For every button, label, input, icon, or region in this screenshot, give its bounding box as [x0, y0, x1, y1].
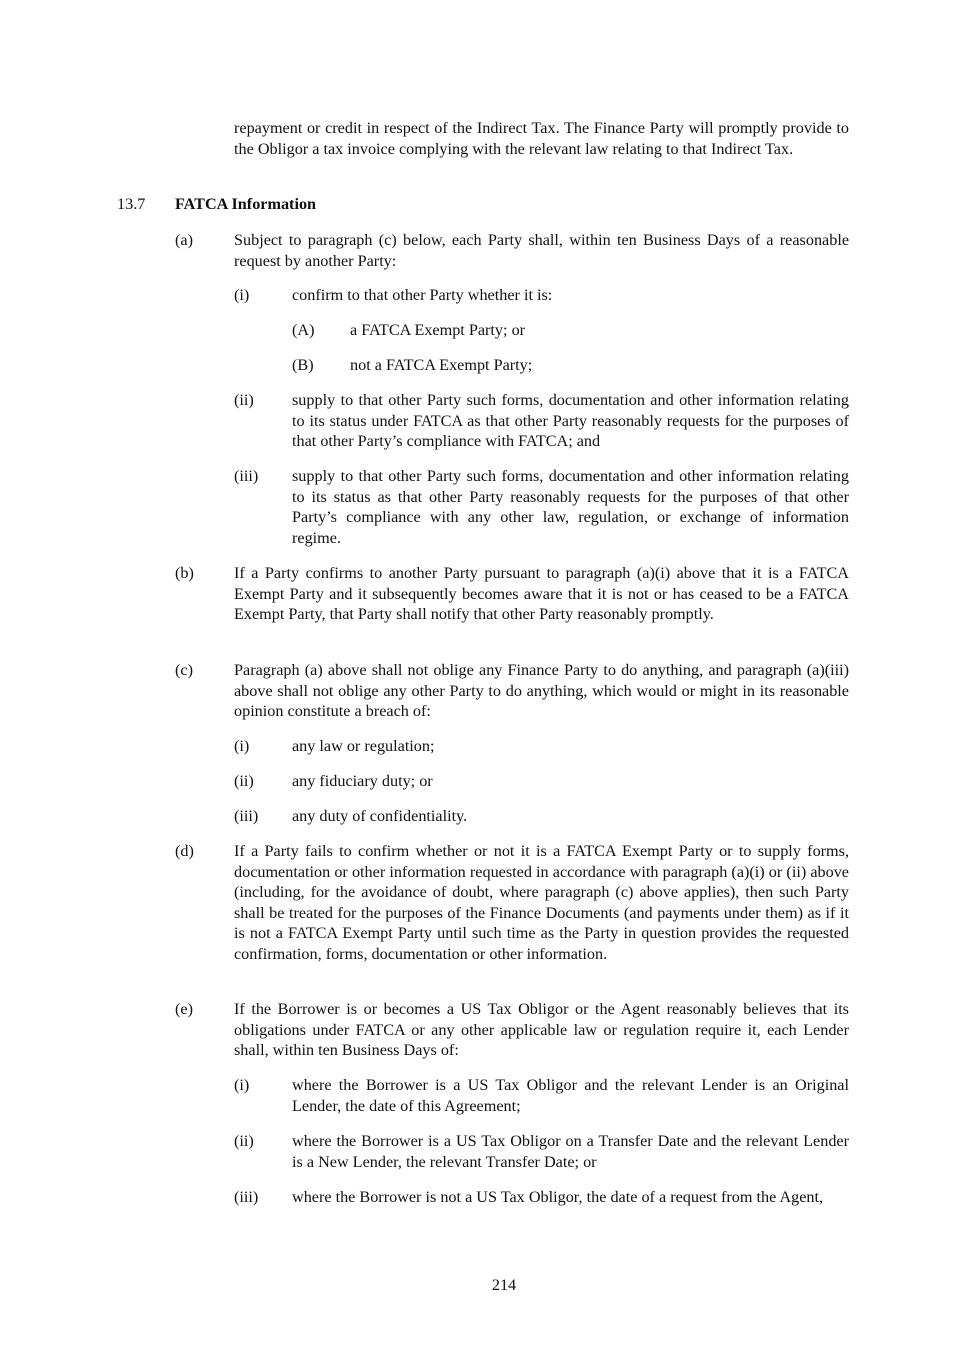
clause-d-text: If a Party fails to confirm whether or not it is a FATCA Exempt Party or to supply forms, documentation or other information requested in accordance with paragraph (a)(i) or (ii) above (including, for the avoidance of doubt, where paragraph (c) above applies), then such Party shall be treated for the purposes of the Finance Documents (and payments under them) as if it is not a FATCA Exempt Party until such time as the Party in question provides the requested confirmation, forms, documentation or other information.	[234, 842, 849, 963]
clause-c-ii-text: any fiduciary duty; or	[292, 772, 433, 790]
clause-e-i-label: (i)	[234, 1076, 250, 1094]
clause-c-text: Paragraph (a) above shall not oblige any Finance Party to do anything, and paragraph (a)(iii) above shall not oblige any other Party to do anything, which would or might in its reasonable opinion constitute a breach of:	[234, 661, 849, 721]
clause-a-ii-label: (ii)	[234, 391, 254, 409]
clause-a-i-B-text: not a FATCA Exempt Party;	[350, 356, 533, 374]
clause-a-ii-text: supply to that other Party such forms, documentation and other information relating to its status under FATCA as that other Party reasonably requests for the purposes of that other Party’s compliance with FATCA; and	[292, 391, 849, 451]
clause-a-i-B-label: (B)	[292, 356, 314, 374]
clause-e-text: If the Borrower is or becomes a US Tax Obligor or the Agent reasonably believes that its obligations under FATCA or any other applicable law or regulation require it, each Lender shall, within ten Business Days of:	[234, 1000, 849, 1060]
clause-b-label: (b)	[175, 564, 194, 582]
clause-a-i-label: (i)	[234, 286, 250, 304]
section-title: FATCA Information	[175, 195, 317, 213]
clause-d-label: (d)	[175, 842, 194, 860]
clause-e-label: (e)	[175, 1000, 193, 1018]
clause-a-text: Subject to paragraph (c) below, each Party shall, within ten Business Days of a reasonable request by another Party:	[234, 231, 849, 270]
page-number: 214	[491, 1276, 517, 1294]
clause-c-label: (c)	[175, 661, 193, 679]
clause-a-label: (a)	[175, 231, 193, 249]
clause-a-iii-text: supply to that other Party such forms, documentation and other information relating to its status as that other Party reasonably requests for the purposes of that other Party’s compliance with any other law, regulation, or exchange of information regime.	[292, 467, 849, 547]
clause-a-i-text: confirm to that other Party whether it is:	[292, 286, 553, 304]
clause-e-ii-text: where the Borrower is a US Tax Obligor on a Transfer Date and the relevant Lender is a New Lender, the relevant Transfer Date; or	[292, 1132, 849, 1171]
clause-e-i-text: where the Borrower is a US Tax Obligor and the relevant Lender is an Original Lender, the date of this Agreement;	[292, 1076, 849, 1115]
clause-c-iii-text: any duty of confidentiality.	[292, 807, 468, 825]
clause-c-iii-label: (iii)	[234, 807, 259, 825]
clause-c-i-text: any law or regulation;	[292, 737, 435, 755]
clause-a-iii-label: (iii)	[234, 467, 259, 485]
clause-c-ii-label: (ii)	[234, 772, 254, 790]
clause-e-iii-label: (iii)	[234, 1188, 259, 1206]
section-number: 13.7	[117, 195, 146, 213]
clause-a-i-A-text: a FATCA Exempt Party; or	[350, 321, 526, 339]
clause-b-text: If a Party confirms to another Party pursuant to paragraph (a)(i) above that it is a FATCA Exempt Party and it subsequently becomes aware that it is not or has ceased to be a FATCA Exempt Party, that Party shall notify that other Party reasonably promptly.	[234, 564, 849, 624]
clause-e-iii-text: where the Borrower is not a US Tax Obligor, the date of a request from the Agent,	[292, 1188, 824, 1206]
intro-paragraph: repayment or credit in respect of the Indirect Tax. The Finance Party will promptly provide to the Obligor a tax invoice complying with the relevant law relating to that Indirect Tax.	[234, 119, 849, 158]
clause-a-i-A-label: (A)	[292, 321, 315, 339]
clause-e-ii-label: (ii)	[234, 1132, 254, 1150]
clause-c-i-label: (i)	[234, 737, 250, 755]
